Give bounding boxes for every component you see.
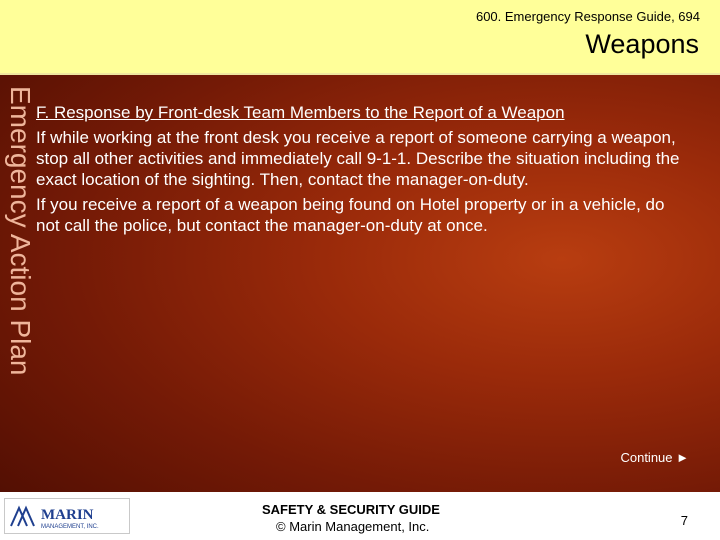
footer-title: SAFETY & SECURITY GUIDE [262, 502, 440, 517]
logo-subtext: MANAGEMENT, INC. [41, 524, 99, 530]
continue-link[interactable]: Continue ► [620, 450, 689, 465]
section-heading-text: F. Response by Front-desk Team Members to the Report of a Weapon [36, 103, 565, 122]
slide-title: Weapons [585, 29, 699, 59]
paragraph-front-desk-report: If while working at the front desk you receive a report of someone carrying a weapon, stop all other activities and immediately call 9-1-1. Describe the situation including the exact location of the sighting. Then, contact the manager-on-duty. [36, 128, 680, 189]
header-bar [0, 0, 720, 73]
logo-graphic [5, 499, 129, 533]
footer-bar [0, 492, 720, 540]
page-number: 7 [680, 513, 688, 528]
logo-text: MARIN [41, 507, 94, 523]
slide-content [36, 102, 688, 240]
paragraph-weapon-found: If you receive a report of a weapon being found on Hotel property or in a vehicle, do not call the police, but contact the manager-on-duty at once. [36, 195, 665, 235]
section-heading [36, 102, 688, 123]
vertical-section-label: Emergency Action Plan [5, 86, 36, 376]
slide-subtitle: 600. Emergency Response Guide, 694 [475, 9, 700, 24]
marin-management-logo [4, 498, 130, 534]
header-divider [0, 73, 720, 75]
footer-copyright: © Marin Management, Inc. [276, 519, 430, 534]
